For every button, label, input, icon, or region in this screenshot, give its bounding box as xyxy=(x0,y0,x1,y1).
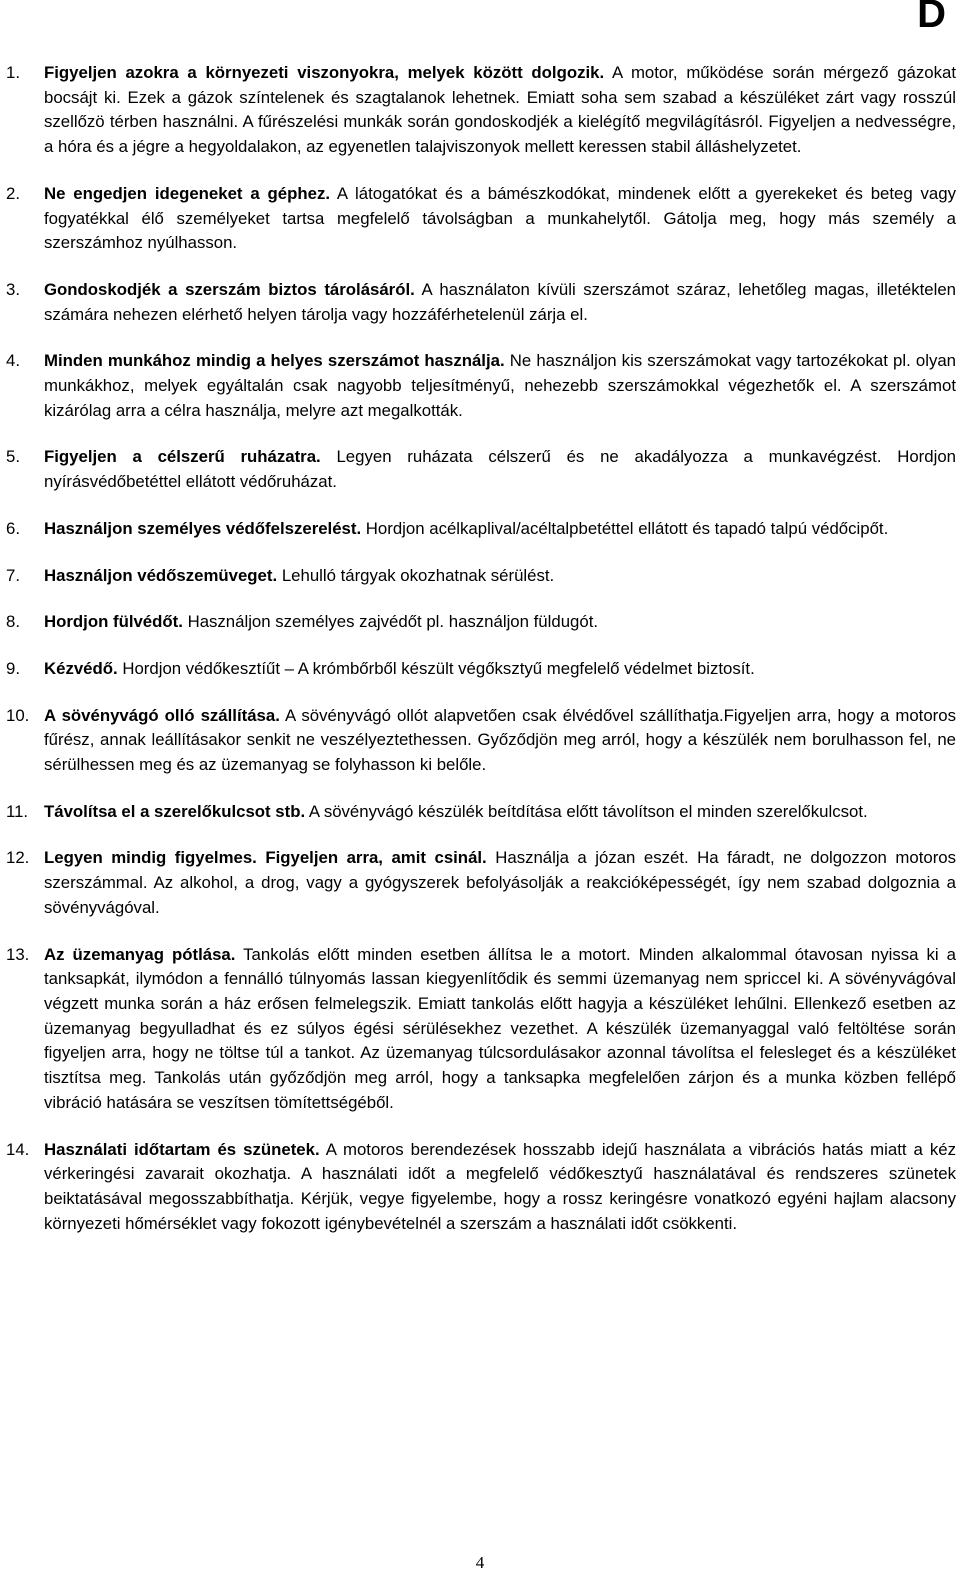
safety-instructions-list xyxy=(0,61,960,1258)
item-body: Ne használjon kis szerszámokat vagy tartozékokat pl. olyan munkákhoz, melyek egyáltalán csak nagyobb teljesítményű, nehezebb szerszámokkal végezhetők el. A szerszámot kizárólag arra a célra használja, melyre azt megalkották. xyxy=(44,351,956,420)
list-item xyxy=(0,610,960,635)
item-body: A motoros berendezések hosszabb idejű használata a vibrációs hatás miatt a kéz vérkeringési zavarait okozhatja. A használati időt a megfelelő védőkesztyű használatával és rendszeres szünetek beiktatásával megosszabbíthatja. Kérjük, vegye figyelembe, hogy a rossz keringésre vonatkozó egyéni hajlam alacsony környezeti hőmérséklet vagy fokozott igénybevételnél a szerszám a használati időt csökkenti. xyxy=(44,1139,956,1233)
list-item xyxy=(0,517,960,542)
list-item xyxy=(0,943,960,1116)
item-title: Ne engedjen idegeneket a géphez. xyxy=(44,183,330,203)
item-number: 12. xyxy=(6,848,30,868)
item-number: 4. xyxy=(6,351,20,371)
item-body: A motor, működése során mérgező gázokat bocsájt ki. Ezek a gázok színtelenek és szagtalanok lehetnek. Emiatt soha sem szabad a készüléket zárt vagy rosszúl szellőzö térben használni. A fűrészelési munkák során gondoskodjék a kielégítő megvilágításról. Figyeljen a nedvességre, a hóra és a jégre a hegyoldalakon, az egyenetlen talajviszonyok mellett keressen stabil álláshelyzetet. xyxy=(44,63,956,157)
item-number: 6. xyxy=(6,518,20,538)
list-item xyxy=(0,182,960,256)
list-item xyxy=(0,564,960,589)
list-item xyxy=(0,349,960,423)
item-number: 9. xyxy=(6,658,20,678)
page-number: 4 xyxy=(475,1553,485,1572)
item-title: A sövényvágó olló szállítása. xyxy=(44,705,280,725)
item-number: 8. xyxy=(6,612,20,632)
item-title: Használjon védőszemüveget. xyxy=(44,565,278,585)
item-body: Hordjon védőkesztíűt – A krómbőrből készült végőksztyű megfelelő védelmet biztosít. xyxy=(117,658,755,678)
item-text xyxy=(44,564,956,589)
item-body: Legyen ruházata célszerű és ne akadályozza a munkavégzést. Hordjon nyírásvédőbetéttel ellátott védőruházat. xyxy=(44,447,957,492)
item-title: Figyeljen azokra a környezeti viszonyokra, melyek között dolgozik. xyxy=(44,63,605,82)
item-title: Hordjon fülvédőt. xyxy=(44,612,183,632)
item-number: 5. xyxy=(6,447,20,467)
item-text xyxy=(44,182,956,256)
language-badge: D xyxy=(917,0,946,36)
item-number: 10. xyxy=(6,705,30,725)
item-number: 13. xyxy=(6,944,30,964)
item-number: 7. xyxy=(6,565,20,585)
item-text xyxy=(44,800,956,825)
list-item xyxy=(0,704,960,778)
list-item xyxy=(0,1138,960,1237)
item-text xyxy=(44,445,956,494)
item-body: Lehulló tárgyak okozhatnak sérülést. xyxy=(277,565,555,585)
item-title: Figyeljen a célszerű ruházatra. xyxy=(44,447,321,467)
list-item xyxy=(0,61,960,160)
item-body: A sövényvágó készülék beítdítása előtt távolítson el minden szerelőkulcsot. xyxy=(305,801,868,821)
item-text xyxy=(44,704,956,778)
item-number: 3. xyxy=(6,279,20,299)
item-body: A sövényvágó ollót alapvetően csak élvédővel szállíthatja.Figyeljen arra, hogy a motoros fűrész, annak leállításakor senkit ne veszélyeztethessen. Győződjön meg arról, hogy a készülék nem borulhasson fel, ne sérülhessen meg és az üzemanyag se folyhasson ki belőle. xyxy=(44,705,956,775)
item-title: Minden munkához mindig a helyes szerszámot használja. xyxy=(44,351,505,371)
item-number: 14. xyxy=(6,1139,30,1159)
item-title: Az üzemanyag pótlása. xyxy=(44,944,236,964)
list-item xyxy=(0,445,960,494)
item-text xyxy=(44,349,956,423)
list-item xyxy=(0,800,960,825)
item-number: 2. xyxy=(6,183,20,203)
item-body: Használjon személyes zajvédőt pl. használjon füldugót. xyxy=(182,612,599,632)
item-text xyxy=(44,610,956,635)
item-text xyxy=(44,278,956,327)
item-title: Gondoskodjék a szerszám biztos tárolásáról. xyxy=(44,279,415,299)
item-body: Hordjon acélkaplival/acéltalpbetéttel ellátott és tapadó talpú védőcipőt. xyxy=(361,518,889,538)
item-body: A látogatókat és a bámészkodókat, mindenek előtt a gyerekeket és beteg vagy fogyatékkal élő személyeket tartsa megfelelő távolságban a munkahelytől. Gátolja meg, hogy más személy a szerszámhoz nyúlhasson. xyxy=(44,183,956,253)
list-item xyxy=(0,278,960,327)
item-text xyxy=(44,517,956,542)
item-title: Használjon személyes védőfelszerelést. xyxy=(44,518,362,538)
item-text xyxy=(44,846,956,920)
item-number: 1. xyxy=(6,63,20,82)
item-text xyxy=(44,1138,956,1237)
item-text xyxy=(44,943,956,1116)
item-title: Kézvédő. xyxy=(44,658,118,678)
list-item xyxy=(0,846,960,920)
item-title: Távolítsa el a szerelőkulcsot stb. xyxy=(44,801,306,821)
item-text xyxy=(44,61,956,160)
item-title: Használati időtartam és szünetek. xyxy=(44,1139,320,1159)
item-text xyxy=(44,657,956,682)
item-body: A használaton kívüli szerszámot száraz, lehetőleg magas, illetéktelen számára nehezen elérhető helyen tárolja vagy hozzáférhetelenül zárja el. xyxy=(44,279,956,324)
item-body: Tankolás előtt minden esetben állítsa le a motort. Minden alkalommal ótavosan nyissa ki a tanksapkát, ilymódon a fennálló túlnyomás lassan kiegyenlítődik és semmi üzemanyag nem spriccel ki. A sövényvágóval végzett munka során a ház erősen felmelegszik. Emiatt tankolás előtt hagyja a készüléket lehűlni. Ellenkező esetben az üzemanyag begyulladhat és ez súlyos égési sérülésekhez vezethet. A készülék üzemanyaggal való feltöltése során figyeljen arra, hogy ne töltse túl a tankot. Az üzemanyag túlcsordulásakor azonnal távolítsa el felesleget és a készüléket tisztítsa meg. Tankolás után győződjön meg arról, hogy a tanksapka megfelelően zárjon és a munka közben fellépő vibráció hatására se veszítsen tömítettségéből. xyxy=(44,944,956,1112)
item-number: 11. xyxy=(6,801,29,821)
list-item xyxy=(0,657,960,682)
item-title: Legyen mindig figyelmes. Figyeljen arra, amit csinál. xyxy=(44,848,487,868)
item-body: Használja a józan eszét. Ha fáradt, ne dolgozzon motoros szerszámmal. Az alkohol, a drog, vagy a gyógyszerek befolyásolják a reakcióképességét, így nem szabad dolgoznia a sövényvágóval. xyxy=(44,848,956,917)
